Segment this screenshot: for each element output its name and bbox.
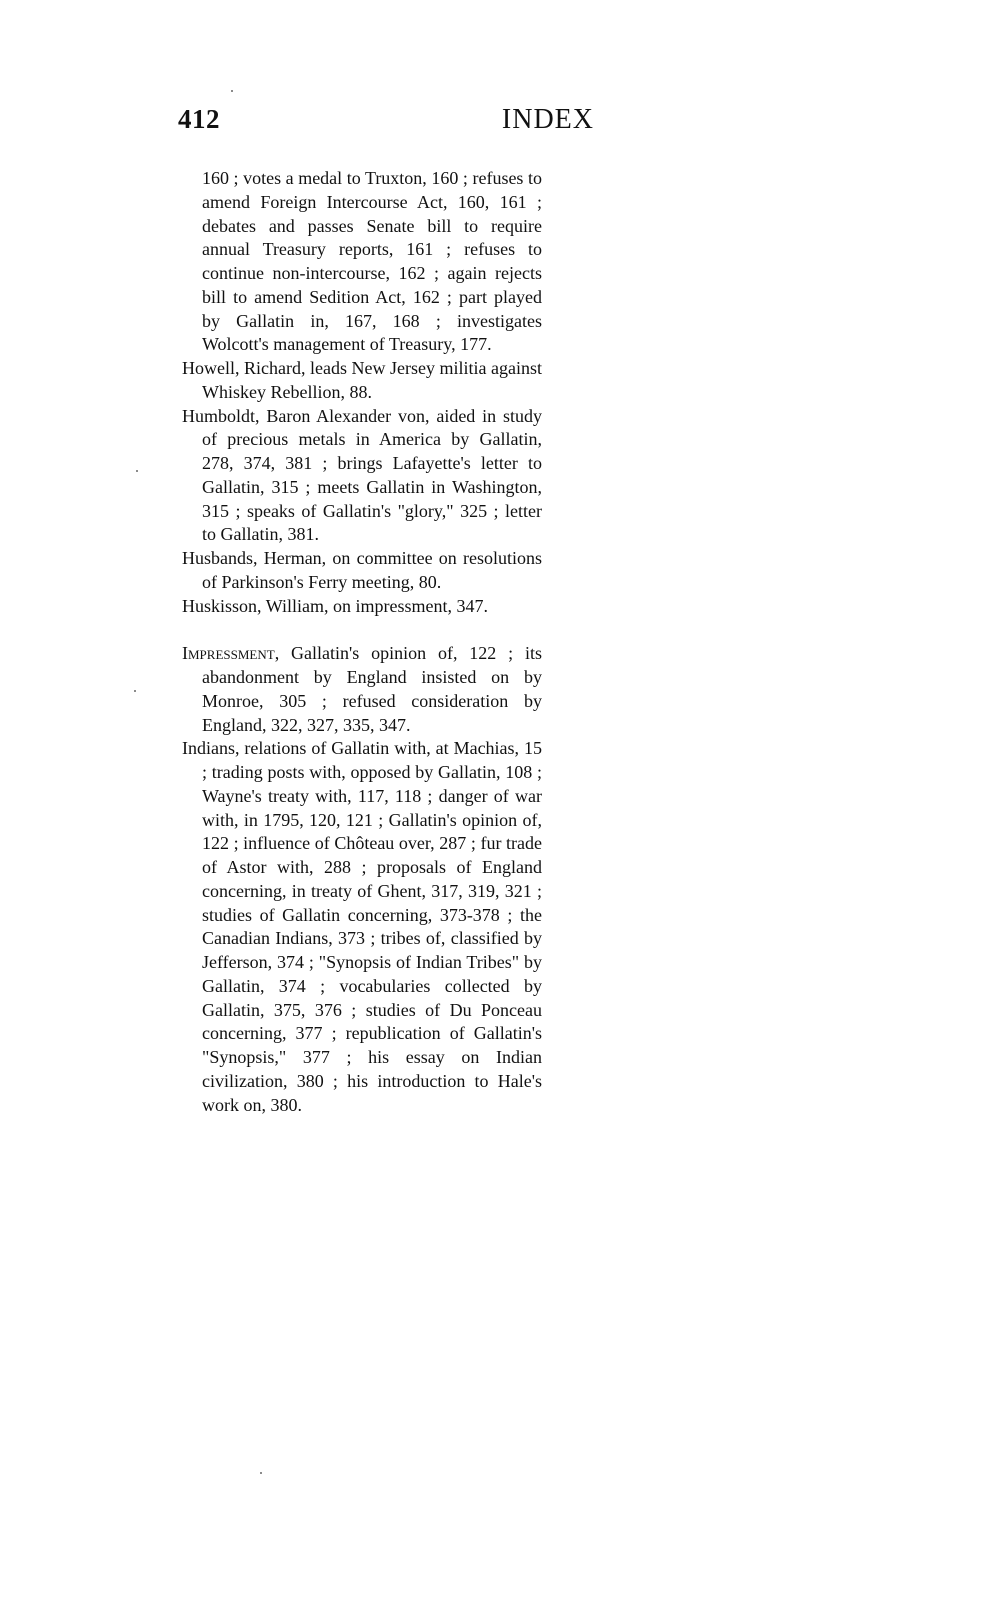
entry-heading: Impressment <box>182 643 275 664</box>
index-entry: Howell, Richard, leads New Jersey militia against Whiskey Rebellion, 88. <box>182 358 542 402</box>
letter-group-gap <box>182 618 542 642</box>
index-entry: Humboldt, Baron Alexander von, aided in study of precious metals in America by Gallatin, 278, 374, 381 ; brings Lafayette's letter to Gallatin, 315 ; meets Gallatin in Washington, 315 ; speaks of Gallatin's "glory," 325 ; letter to Gallatin, 381. <box>182 405 542 545</box>
scan-speck <box>134 690 136 692</box>
running-head: INDEX <box>501 104 594 135</box>
index-entry: Impressment, Gallatin's opinion of, 122 ; its abandonment by England insisted on by Monroe, 305 ; refused consideration by England, 322, 327, 335, 347. <box>182 643 542 735</box>
index-entry: Indians, relations of Gallatin with, at Machias, 15 ; trading posts with, opposed by Gallatin, 108 ; Wayne's treaty with, 117, 118 ; danger of war with, in 1795, 120, 121 ; Gallatin's opinion of, 122 ; influence of Chôteau over, 287 ; fur trade of Astor with, 288 ; proposals of England concerning, in treaty of Ghent, 317, 319, 321 ; studies of Gallatin concerning, 373-378 ; the Canadian Indians, 373 ; tribes of, classified by Jefferson, 374 ; "Synopsis of Indian Tribes" by Gallatin, 374 ; vocabularies collected by Gallatin, 375, 376 ; studies of Du Ponceau concerning, 377 ; republication of Gallatin's "Synopsis," 377 ; his essay on Indian civilization, 380 ; his introduction to Hale's work on, 380. <box>182 738 542 1115</box>
page-number: 412 <box>178 104 220 134</box>
scan-speck <box>136 470 138 472</box>
index-entry: 160 ; votes a medal to Truxton, 160 ; refuses to amend Foreign Intercourse Act, 160, 161 ; debates and passes Senate bill to require annual Treasury reports, 161 ; refuses to continue non-intercourse, 162 ; again rejects bill to amend Sedition Act, 162 ; part played by Gallatin in, 167, 168 ; investigates Wolcott's management of Treasury, 177. <box>202 168 542 355</box>
page-header <box>178 104 594 144</box>
index-column <box>182 167 542 1117</box>
index-entry: Husbands, Herman, on committee on resolutions of Parkinson's Ferry meeting, 80. <box>182 548 542 592</box>
scan-speck <box>231 90 233 92</box>
scan-speck <box>260 1472 262 1474</box>
index-entry: Huskisson, William, on impressment, 347. <box>182 595 488 616</box>
